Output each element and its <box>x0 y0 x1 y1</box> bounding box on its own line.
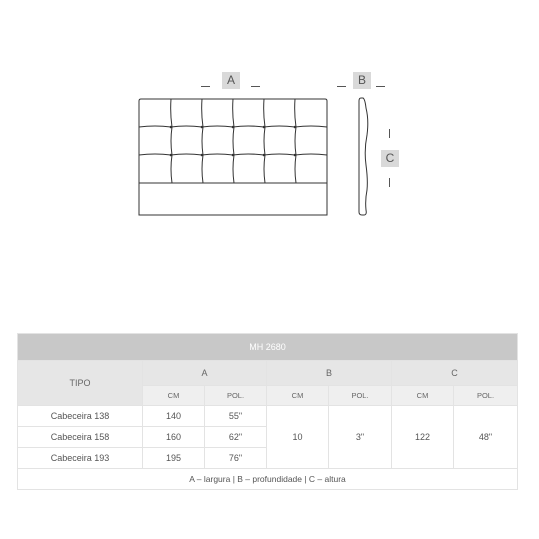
a-pol-cell: 62" <box>205 427 267 448</box>
tipo-cell: Cabeceira 138 <box>18 406 143 427</box>
unit-header: CM <box>267 386 329 406</box>
table-title: MH 2680 <box>18 334 518 361</box>
c-cm-cell: 122 <box>392 406 454 469</box>
a-cm-cell: 195 <box>143 448 205 469</box>
group-header-a: A <box>143 361 267 386</box>
a-pol-cell: 76" <box>205 448 267 469</box>
tipo-header: TIPO <box>18 361 143 406</box>
table-footer-legend: A – largura | B – profundidade | C – altura <box>18 469 518 490</box>
group-header-c: C <box>392 361 518 386</box>
dimension-b-label: B <box>353 72 371 89</box>
a-cm-cell: 160 <box>143 427 205 448</box>
tipo-cell: Cabeceira 158 <box>18 427 143 448</box>
c-pol-cell: 48" <box>454 406 518 469</box>
unit-header: POL. <box>329 386 392 406</box>
unit-header: CM <box>143 386 205 406</box>
dimension-c-label: C <box>381 150 399 167</box>
a-cm-cell: 140 <box>143 406 205 427</box>
b-pol-cell: 3" <box>329 406 392 469</box>
a-pol-cell: 55" <box>205 406 267 427</box>
tipo-cell: Cabeceira 193 <box>18 448 143 469</box>
group-header-b: B <box>267 361 392 386</box>
dimension-a-label: A <box>222 72 240 89</box>
unit-header: POL. <box>454 386 518 406</box>
product-drawing <box>0 0 539 260</box>
headboard-side-view <box>359 98 368 215</box>
b-cm-cell: 10 <box>267 406 329 469</box>
headboard-front-view <box>0 0 539 260</box>
table-row <box>18 406 518 427</box>
unit-header: POL. <box>205 386 267 406</box>
unit-header: CM <box>392 386 454 406</box>
dimensions-table <box>17 333 518 490</box>
